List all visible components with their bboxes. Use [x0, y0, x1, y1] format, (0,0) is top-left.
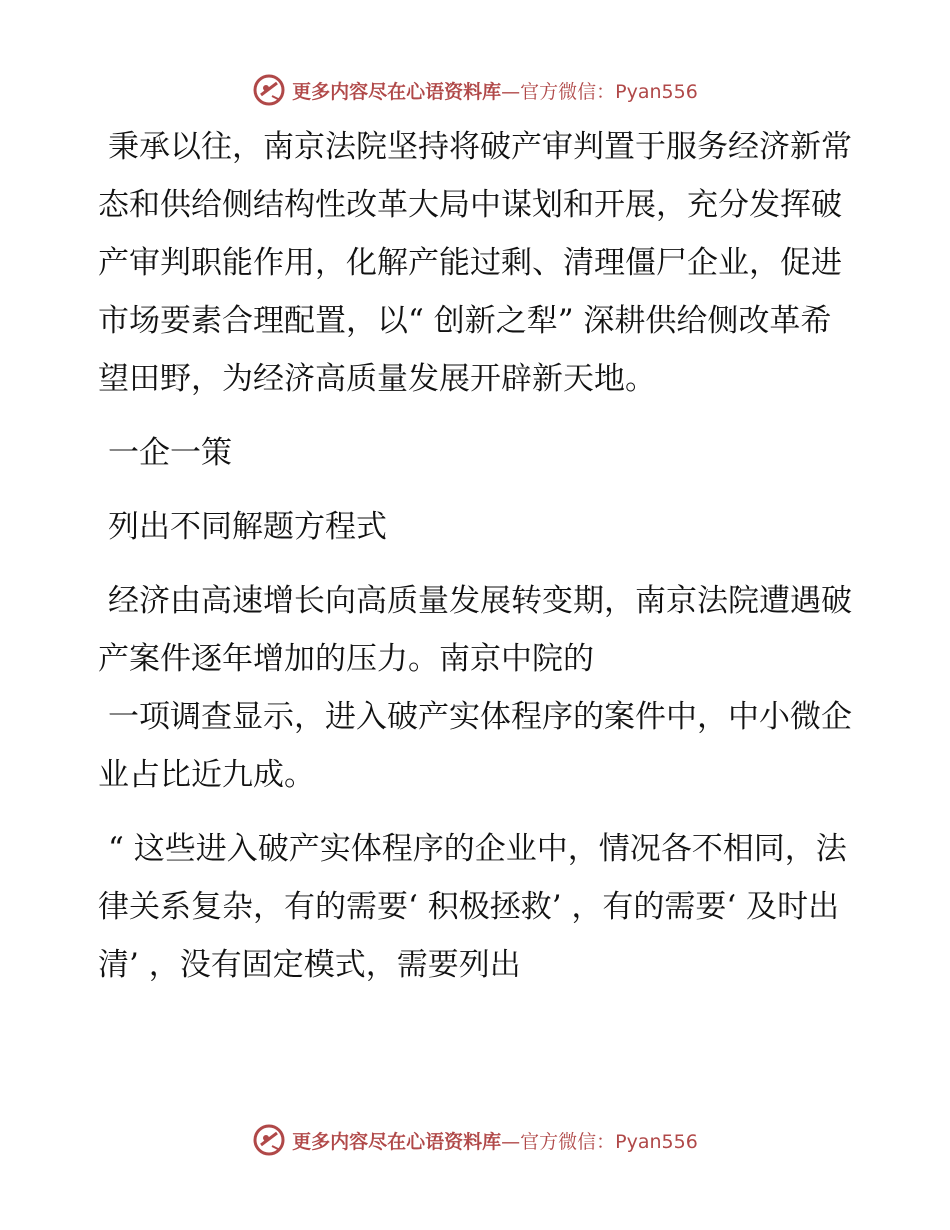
- header-banner: [0, 70, 950, 110]
- header-subtitle: —官方微信：Pyan556: [501, 80, 698, 103]
- paragraph: 一项调查显示，进入破产实体程序的案件中，中小微企业占比近九成。: [98, 699, 852, 793]
- footer-subtitle: —官方微信：Pyan556: [501, 1130, 698, 1153]
- section-subheading: 列出不同解题方程式: [108, 509, 387, 545]
- logo-icon: [252, 1123, 286, 1157]
- logo-icon: [252, 73, 286, 107]
- section-heading: 一企一策: [108, 435, 232, 471]
- footer-title: 更多内容尽在心语资料库: [292, 1130, 502, 1153]
- paragraph: 秉承以往，南京法院坚持将破产审判置于服务经济新常态和供给侧结构性改革大局中谋划和开展，充分发挥破产审判职能作用，化解产能过剩、清理僵尸企业，促进市场要素合理配置，以“ 创新之犁” 深耕供给侧改革希望田野，为经济高质量发展开辟新天地。: [98, 129, 852, 397]
- document-body: [98, 118, 858, 1010]
- paragraph: 经济由高速增长向高质量发展转变期，南京法院遭遇破产案件逐年增加的压力。南京中院的: [98, 583, 852, 677]
- footer-banner: [0, 1120, 950, 1160]
- paragraph: “ 这些进入破产实体程序的企业中，情况各不相同，法律关系复杂，有的需要‘ 积极拯救’ ，有的需要‘ 及时出清’ ，没有固定模式，需要列出: [98, 831, 847, 983]
- header-title: 更多内容尽在心语资料库: [292, 80, 502, 103]
